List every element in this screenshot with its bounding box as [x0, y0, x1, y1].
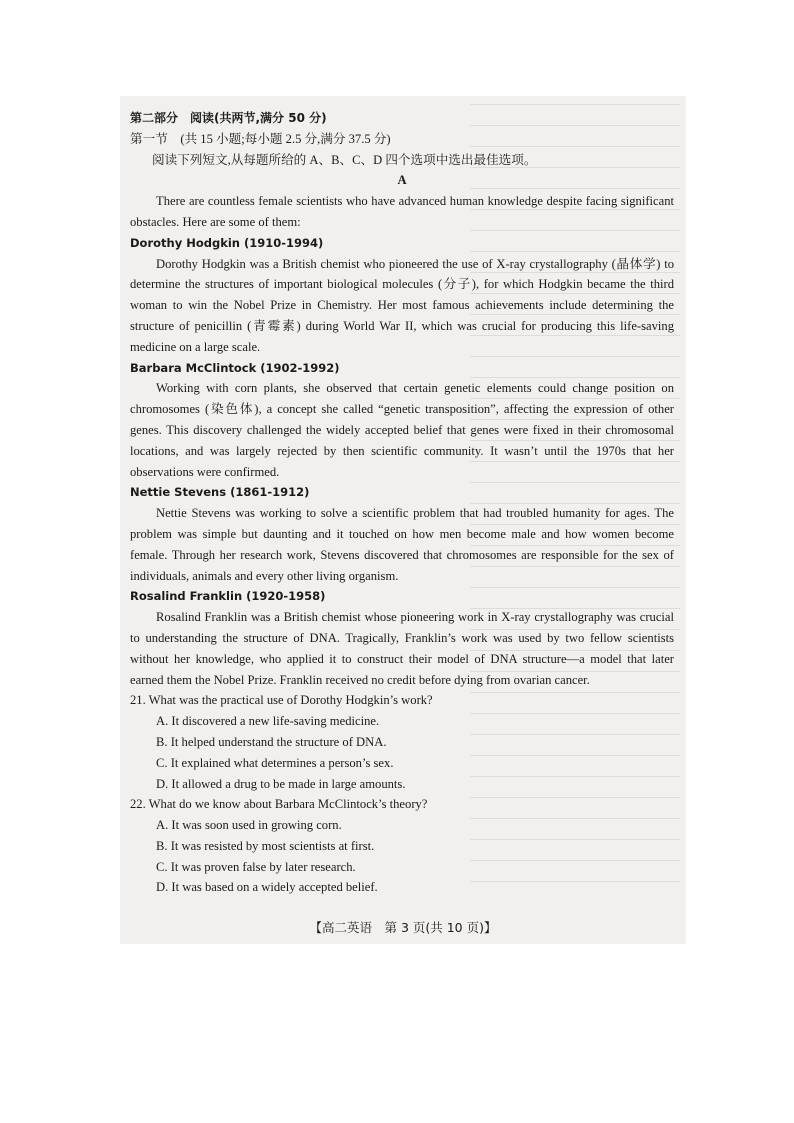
answer-option: A. It was soon used in growing corn.: [156, 818, 342, 833]
scientist-bio: Working with corn plants, she observed that certain genetic elements could change position on chromosomes (染色体), a concept she called “genetic transposition”, affecting the expression of other genes. This discovery challenged the widely accepted belief that genes were fixed in their chromosomal locations, and was largely rejected by then scientific community. It wasn’t until the 1970s that her observations were confirmed.: [130, 381, 674, 479]
scientist-name: Nettie Stevens (1861-1912): [130, 485, 310, 500]
scientist-name: Rosalind Franklin (1920-1958): [130, 589, 326, 604]
subsection-title: 第一节 (共 15 小题;每小题 2.5 分,满分 37.5 分): [130, 131, 391, 146]
scientist-bio: Nettie Stevens was working to solve a scientific problem that had troubled humanity for ages. The problem was simple but daunting and it touched on how men become male and how women become female. Through her research work, Stevens discovered that chromosomes are responsible for the sex of individuals, animals and every other living organism.: [130, 506, 674, 583]
answer-option: C. It was proven false by later research.: [156, 859, 356, 874]
instruction-text: 阅读下列短文,从每题所给的 A、B、C、D 四个选项中选出最佳选项。: [152, 152, 537, 167]
scientist-bio: Dorothy Hodgkin was a British chemist who pioneered the use of X-ray crystallography (晶体学) to determine the structures of important biological molecules (分子), for which Hodgkin became the third woman to win the Nobel Prize in Chemistry. Her most famous achievements include determining the structure of penicillin (青霉素) during World War II, which was crucial for producing this life-saving medicine on a large scale.: [130, 256, 674, 354]
answer-option: A. It discovered a new life-saving medicine.: [156, 714, 380, 729]
question-stem: 22. What do we know about Barbara McClintock’s theory?: [130, 797, 428, 812]
page-footer: 【高二英语 第 3 页(共 10 页)】: [309, 920, 497, 935]
passage-label: A: [397, 173, 407, 188]
scientist-bio: Rosalind Franklin was a British chemist whose pioneering work in X-ray crystallography was crucial to understanding the structure of DNA. Tragically, Franklin’s work was used by two fellow scientists without her knowledge, who applied it to construct their model of DNA structure—a model that later earned them the Nobel Prize. Franklin received no credit before dying from ovarian cancer.: [130, 610, 674, 687]
answer-option: C. It explained what determines a person’s sex.: [156, 755, 394, 770]
scientist-name: Barbara McClintock (1902-1992): [130, 360, 340, 375]
passage-intro: There are countless female scientists who have advanced human knowledge despite facing significant obstacles. Here are some of them:: [130, 194, 674, 229]
answer-option: B. It helped understand the structure of DNA.: [156, 734, 387, 749]
page-content: [130, 108, 674, 898]
question-stem: 21. What was the practical use of Dorothy Hodgkin’s work?: [130, 693, 433, 708]
section-title: 第二部分 阅读(共两节,满分 50 分): [130, 111, 327, 125]
scientist-name: Dorothy Hodgkin (1910-1994): [130, 235, 324, 250]
answer-option: D. It was based on a widely accepted belief.: [156, 880, 378, 895]
answer-option: D. It allowed a drug to be made in large amounts.: [156, 776, 406, 791]
answer-option: B. It was resisted by most scientists at first.: [156, 838, 375, 853]
scanned-page: [120, 96, 686, 944]
